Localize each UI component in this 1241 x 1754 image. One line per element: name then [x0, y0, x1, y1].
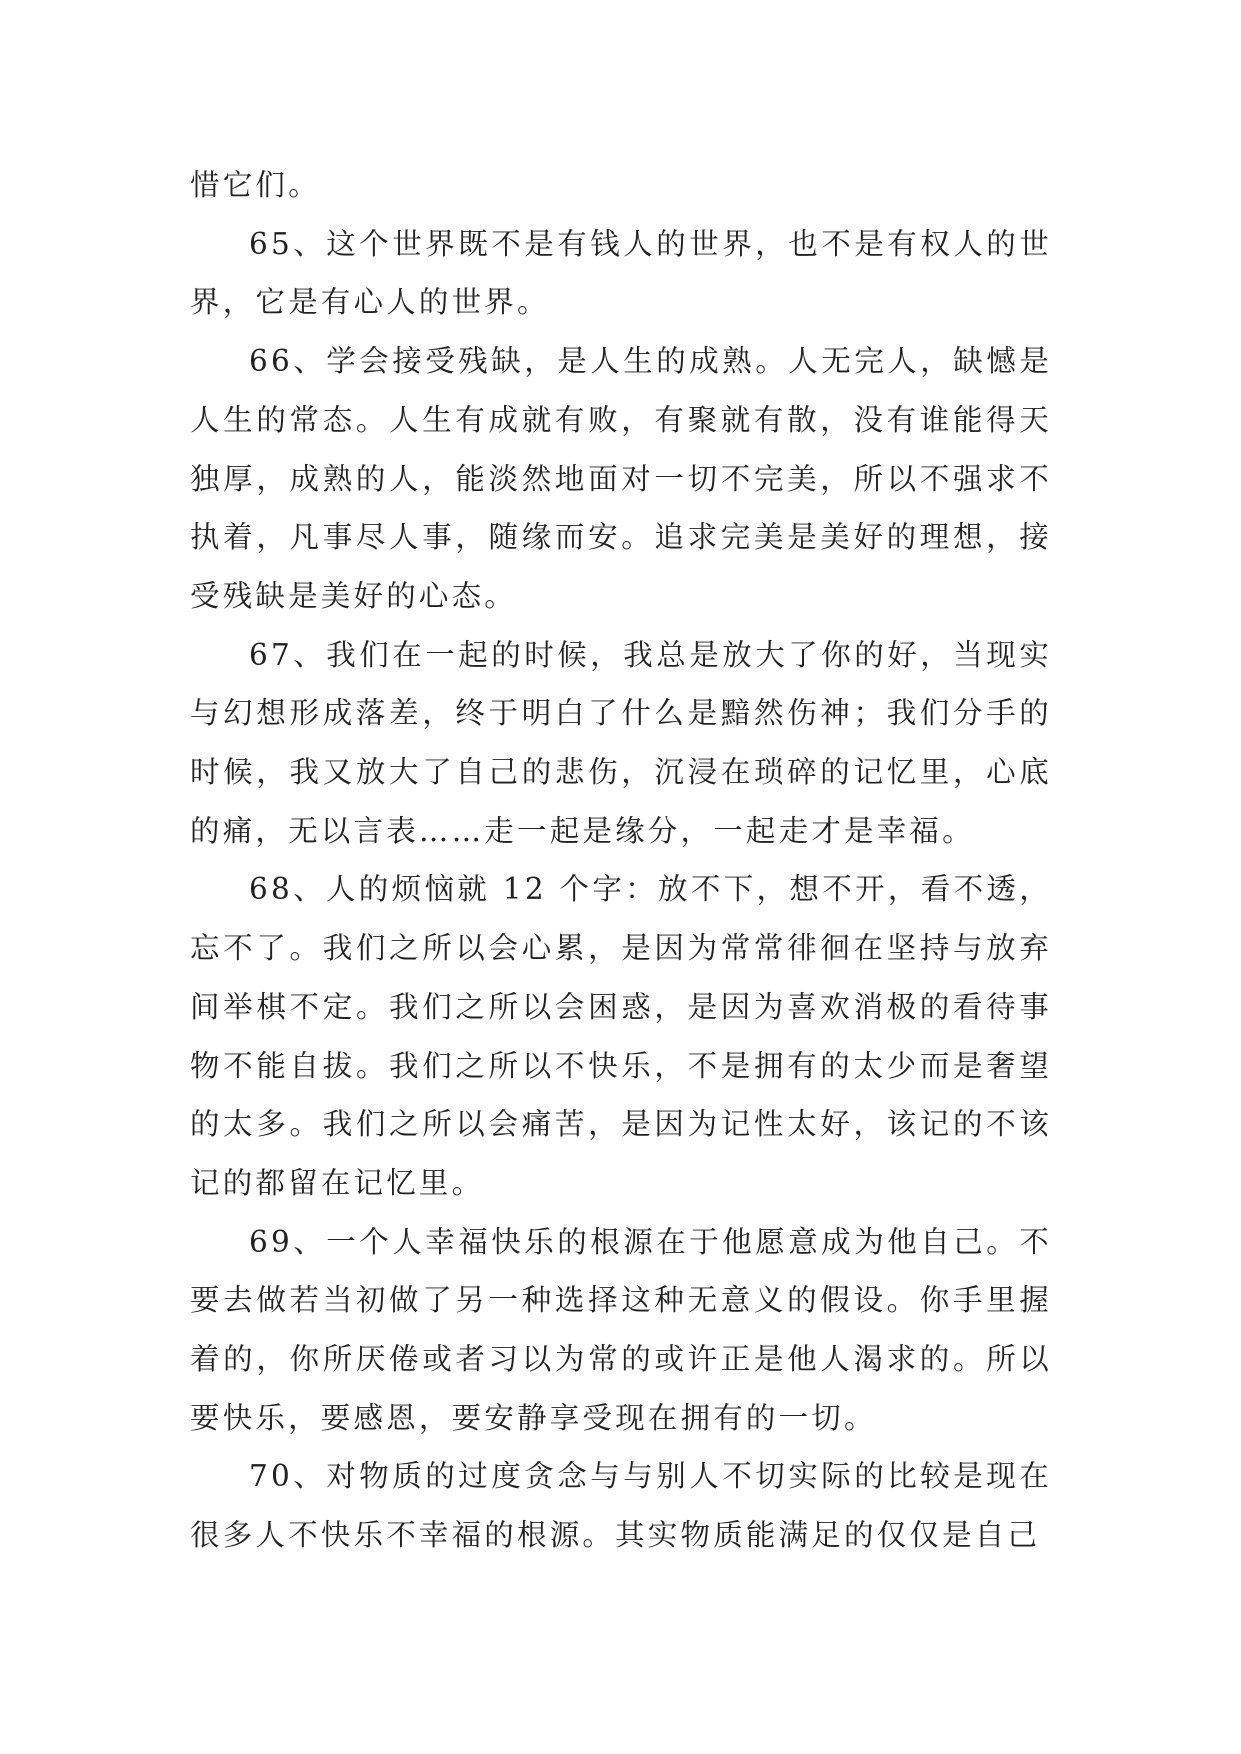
paragraph-68: 68、人的烦恼就 12 个字：放不下，想不开，看不透，忘不了。我们之所以会心累，是因为常常徘徊在坚持与放弃间举棋不定。我们之所以会困惑，是因为喜欢消极的看待事物不能自拔。我们之所以不快乐，不是拥有的太少而是奢望的太多。我们之所以会痛苦，是因为记性太好，该记的不该记的都留在记忆里。: [190, 872, 1052, 1200]
document-page: [190, 156, 1052, 1565]
paragraph-69: 69、一个人幸福快乐的根源在于他愿意成为他自己。不要去做若当初做了另一种选择这种无意义的假设。你手里握着的，你所厌倦或者习以为常的或许正是他人渴求的。所以要快乐，要感恩，要安静享受现在拥有的一切。: [190, 1224, 1052, 1435]
paragraph-70: 70、对物质的过度贪念与与别人不切实际的比较是现在很多人不快乐不幸福的根源。其实物质能满足的仅仅是自己: [190, 1459, 1052, 1553]
paragraph-continuation: 惜它们。: [190, 168, 321, 202]
paragraph-65: 65、这个世界既不是有钱人的世界，也不是有权人的世界，它是有心人的世界。: [190, 226, 1052, 320]
paragraph-66: 66、学会接受残缺，是人生的成熟。人无完人，缺憾是人生的常态。人生有成就有败，有聚就有散，没有谁能得天独厚，成熟的人，能淡然地面对一切不完美，所以不强求不执着，凡事尽人事，随缘而安。追求完美是美好的理想，接受残缺是美好的心态。: [190, 344, 1052, 613]
paragraph-67: 67、我们在一起的时候，我总是放大了你的好，当现实与幻想形成落差，终于明白了什么是黯然伤神；我们分手的时候，我又放大了自己的悲伤，沉浸在琐碎的记忆里，心底的痛，无以言表……走一起是缘分，一起走才是幸福。: [190, 637, 1052, 848]
